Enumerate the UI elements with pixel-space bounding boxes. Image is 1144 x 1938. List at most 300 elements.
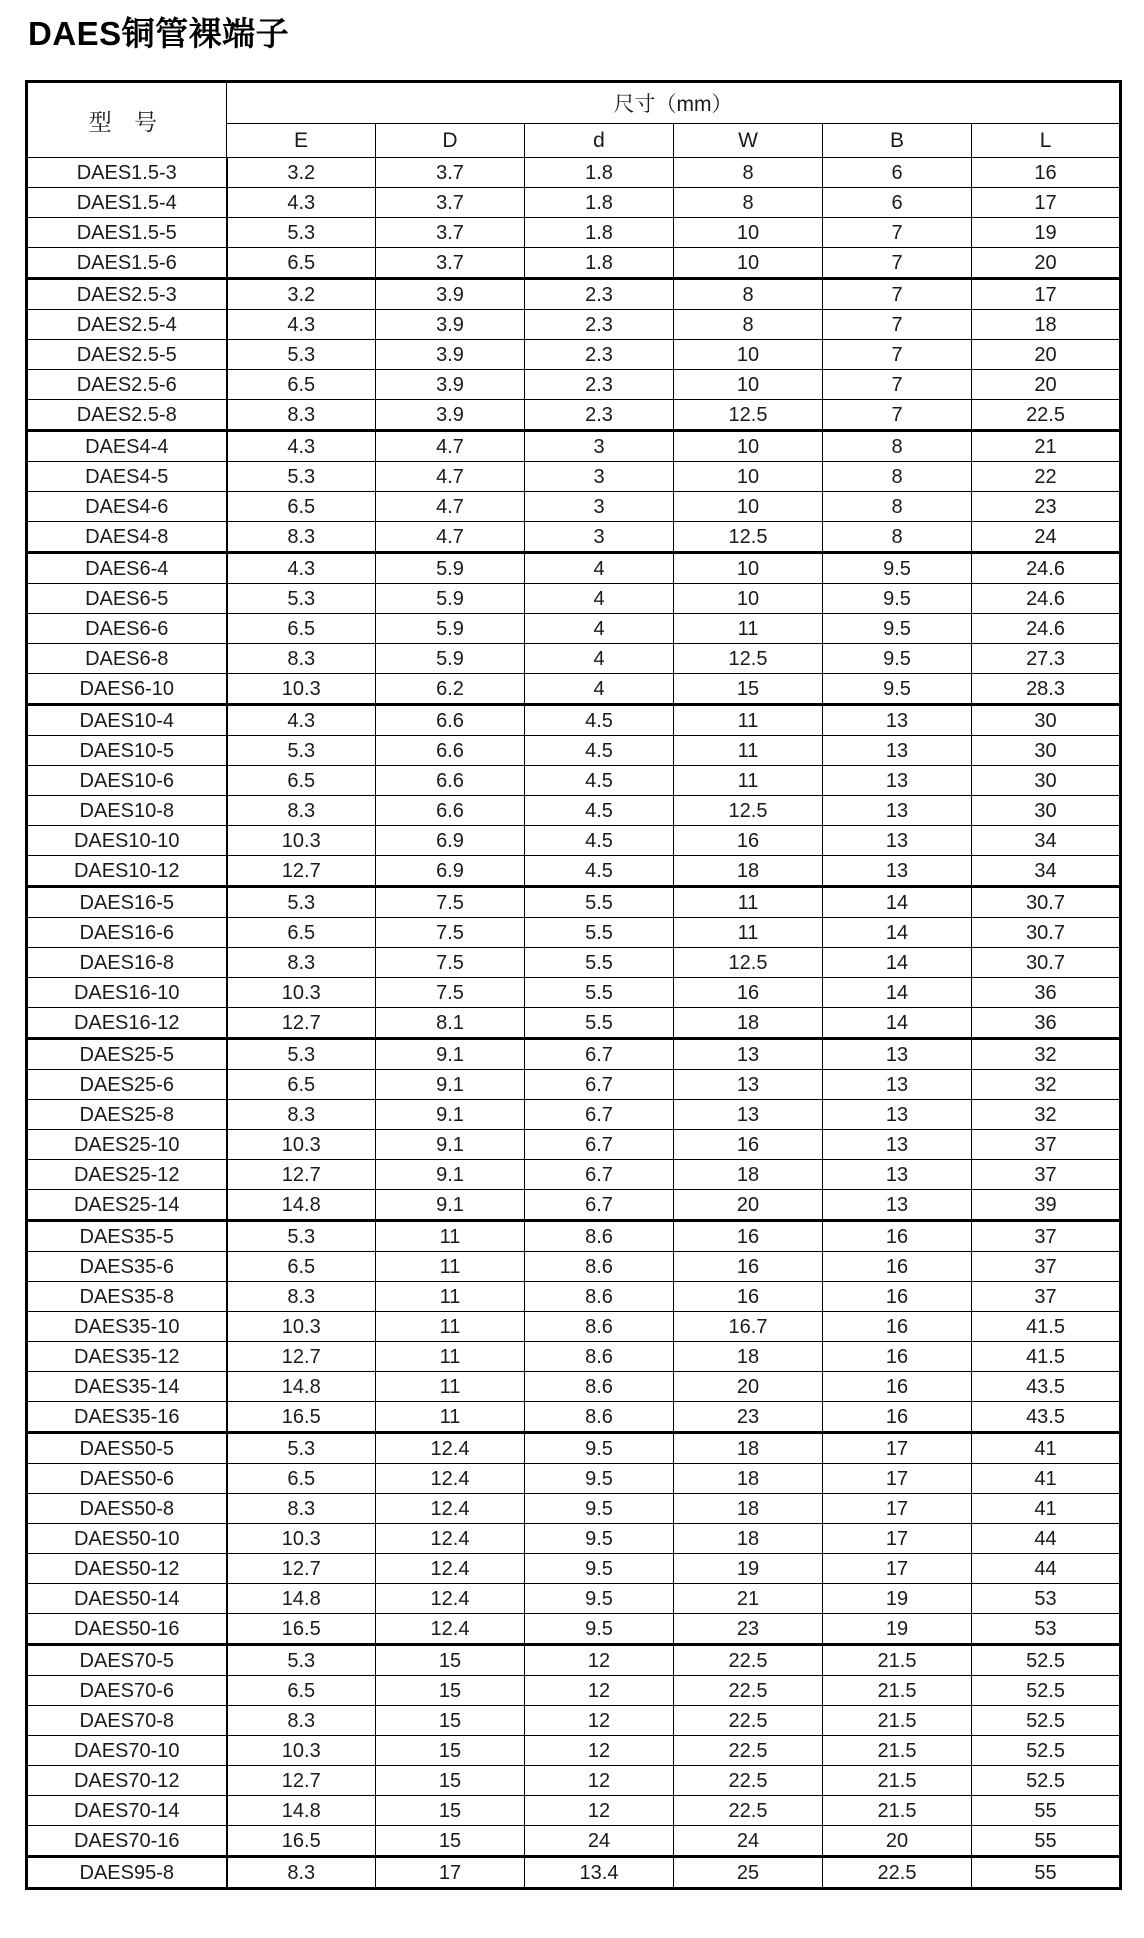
dim-value-cell: 37	[972, 1252, 1121, 1282]
model-cell: DAES35-12	[27, 1342, 227, 1372]
dim-value-cell: 4	[525, 553, 674, 584]
dim-value-cell: 30.7	[972, 887, 1121, 918]
dim-value-cell: 3.9	[376, 370, 525, 400]
dim-value-cell: 17	[823, 1554, 972, 1584]
page-title: DAES铜管裸端子	[28, 15, 290, 52]
dim-value-cell: 16.5	[227, 1614, 376, 1645]
dim-value-cell: 13	[823, 1039, 972, 1070]
dim-value-cell: 16	[972, 158, 1121, 188]
dim-value-cell: 20	[823, 1826, 972, 1857]
dim-value-cell: 16.7	[674, 1312, 823, 1342]
dim-value-cell: 41.5	[972, 1312, 1121, 1342]
model-cell: DAES2.5-4	[27, 310, 227, 340]
model-cell: DAES16-10	[27, 978, 227, 1008]
model-cell: DAES25-14	[27, 1190, 227, 1221]
dim-value-cell: 23	[674, 1614, 823, 1645]
dim-value-cell: 3.9	[376, 400, 525, 431]
dim-value-cell: 8	[674, 310, 823, 340]
dim-value-cell: 3	[525, 522, 674, 553]
dim-value-cell: 9.1	[376, 1190, 525, 1221]
dim-value-cell: 5.3	[227, 584, 376, 614]
dim-value-cell: 7	[823, 370, 972, 400]
table-row	[27, 1190, 1121, 1221]
dim-value-cell: 24	[972, 522, 1121, 553]
dim-value-cell: 15	[376, 1766, 525, 1796]
table-row	[27, 1796, 1121, 1826]
dim-value-cell: 55	[972, 1826, 1121, 1857]
dim-value-cell: 6.2	[376, 674, 525, 705]
dim-value-cell: 8.6	[525, 1372, 674, 1402]
dim-value-cell: 12.4	[376, 1614, 525, 1645]
dim-value-cell: 4.7	[376, 522, 525, 553]
dim-value-cell: 13	[823, 1100, 972, 1130]
dim-value-cell: 4.5	[525, 826, 674, 856]
dim-value-cell: 9.5	[823, 614, 972, 644]
dim-value-cell: 53	[972, 1584, 1121, 1614]
dim-value-cell: 6.5	[227, 1070, 376, 1100]
model-cell: DAES35-14	[27, 1372, 227, 1402]
dim-value-cell: 12.5	[674, 522, 823, 553]
dim-value-cell: 8	[823, 462, 972, 492]
dim-value-cell: 10	[674, 462, 823, 492]
dim-value-cell: 16	[674, 1130, 823, 1160]
dim-value-cell: 3.2	[227, 158, 376, 188]
dim-value-cell: 17	[972, 188, 1121, 218]
table-row	[27, 370, 1121, 400]
dim-value-cell: 52.5	[972, 1766, 1121, 1796]
dim-value-cell: 21.5	[823, 1676, 972, 1706]
dim-value-cell: 13	[823, 705, 972, 736]
dim-value-cell: 14.8	[227, 1796, 376, 1826]
dim-value-cell: 20	[972, 370, 1121, 400]
dim-value-cell: 5.3	[227, 1433, 376, 1464]
dim-value-cell: 15	[376, 1706, 525, 1736]
dim-value-cell: 44	[972, 1524, 1121, 1554]
table-row	[27, 705, 1121, 736]
dim-value-cell: 3.7	[376, 248, 525, 279]
table-row	[27, 1039, 1121, 1070]
dim-value-cell: 4.5	[525, 856, 674, 887]
dim-value-cell: 8.3	[227, 644, 376, 674]
dim-value-cell: 7	[823, 279, 972, 310]
model-cell: DAES35-10	[27, 1312, 227, 1342]
dim-value-cell: 30.7	[972, 918, 1121, 948]
dim-value-cell: 21.5	[823, 1736, 972, 1766]
model-cell: DAES25-6	[27, 1070, 227, 1100]
model-cell: DAES6-4	[27, 553, 227, 584]
dim-value-cell: 8.3	[227, 1706, 376, 1736]
model-cell: DAES35-8	[27, 1282, 227, 1312]
dim-value-cell: 12.5	[674, 796, 823, 826]
dim-value-cell: 18	[972, 310, 1121, 340]
dim-value-cell: 8	[674, 188, 823, 218]
dim-value-cell: 6.7	[525, 1130, 674, 1160]
table-row	[27, 674, 1121, 705]
model-cell: DAES1.5-6	[27, 248, 227, 279]
dim-value-cell: 30.7	[972, 948, 1121, 978]
table-row	[27, 1100, 1121, 1130]
table-row	[27, 766, 1121, 796]
dim-value-cell: 16	[674, 1221, 823, 1252]
model-cell: DAES6-10	[27, 674, 227, 705]
dim-value-cell: 6	[823, 158, 972, 188]
dim-value-cell: 9.5	[525, 1554, 674, 1584]
dim-value-cell: 18	[674, 1464, 823, 1494]
dim-value-cell: 21	[674, 1584, 823, 1614]
dim-value-cell: 30	[972, 796, 1121, 826]
dim-value-cell: 34	[972, 856, 1121, 887]
dim-value-cell: 9.5	[823, 644, 972, 674]
model-cell: DAES2.5-3	[27, 279, 227, 310]
table-row	[27, 248, 1121, 279]
dim-value-cell: 11	[376, 1312, 525, 1342]
dim-value-cell: 53	[972, 1614, 1121, 1645]
dim-value-cell: 4.3	[227, 310, 376, 340]
dim-value-cell: 1.8	[525, 188, 674, 218]
dim-value-cell: 9.5	[525, 1433, 674, 1464]
dim-value-cell: 5.9	[376, 614, 525, 644]
dim-value-cell: 52.5	[972, 1706, 1121, 1736]
model-cell: DAES50-10	[27, 1524, 227, 1554]
dim-value-cell: 21.5	[823, 1706, 972, 1736]
dim-value-cell: 24.6	[972, 553, 1121, 584]
dim-value-cell: 5.9	[376, 644, 525, 674]
model-cell: DAES16-6	[27, 918, 227, 948]
dim-column-header-w: W	[674, 124, 823, 158]
dim-value-cell: 21.5	[823, 1766, 972, 1796]
dim-value-cell: 10.3	[227, 674, 376, 705]
dim-value-cell: 9.5	[525, 1614, 674, 1645]
table-row	[27, 1706, 1121, 1736]
dim-value-cell: 4.5	[525, 705, 674, 736]
model-cell: DAES50-12	[27, 1554, 227, 1584]
table-row	[27, 1160, 1121, 1190]
dim-value-cell: 15	[376, 1676, 525, 1706]
dim-value-cell: 28.3	[972, 674, 1121, 705]
dim-value-cell: 11	[376, 1221, 525, 1252]
dim-value-cell: 5.3	[227, 218, 376, 248]
dim-value-cell: 14	[823, 1008, 972, 1039]
table-row	[27, 1402, 1121, 1433]
dim-value-cell: 22.5	[674, 1706, 823, 1736]
table-row	[27, 1766, 1121, 1796]
dim-value-cell: 18	[674, 1160, 823, 1190]
dim-value-cell: 8.3	[227, 948, 376, 978]
model-cell: DAES10-8	[27, 796, 227, 826]
dim-value-cell: 5.5	[525, 918, 674, 948]
table-row	[27, 1614, 1121, 1645]
table-row	[27, 826, 1121, 856]
model-cell: DAES70-16	[27, 1826, 227, 1857]
table-row	[27, 1676, 1121, 1706]
table-row	[27, 400, 1121, 431]
dim-value-cell: 16	[823, 1252, 972, 1282]
dim-value-cell: 27.3	[972, 644, 1121, 674]
dim-value-cell: 12	[525, 1736, 674, 1766]
dim-value-cell: 24.6	[972, 614, 1121, 644]
dim-value-cell: 7	[823, 218, 972, 248]
dim-value-cell: 11	[674, 887, 823, 918]
table-row	[27, 948, 1121, 978]
dim-value-cell: 30	[972, 705, 1121, 736]
dim-value-cell: 6.5	[227, 248, 376, 279]
dim-value-cell: 12.7	[227, 1554, 376, 1584]
dim-value-cell: 10	[674, 340, 823, 370]
dim-value-cell: 10.3	[227, 826, 376, 856]
dim-value-cell: 8.6	[525, 1312, 674, 1342]
dim-value-cell: 14.8	[227, 1190, 376, 1221]
dim-value-cell: 5.5	[525, 978, 674, 1008]
dim-value-cell: 1.8	[525, 248, 674, 279]
dim-value-cell: 2.3	[525, 370, 674, 400]
dim-value-cell: 19	[823, 1614, 972, 1645]
dim-value-cell: 10	[674, 584, 823, 614]
dim-value-cell: 11	[674, 918, 823, 948]
model-cell: DAES70-5	[27, 1645, 227, 1676]
model-cell: DAES35-5	[27, 1221, 227, 1252]
dim-value-cell: 18	[674, 1494, 823, 1524]
dim-value-cell: 4.7	[376, 462, 525, 492]
table-row	[27, 644, 1121, 674]
dim-value-cell: 22.5	[674, 1766, 823, 1796]
table-row	[27, 1433, 1121, 1464]
dim-value-cell: 13	[823, 1160, 972, 1190]
dim-value-cell: 4.3	[227, 553, 376, 584]
model-cell: DAES4-8	[27, 522, 227, 553]
dim-value-cell: 2.3	[525, 279, 674, 310]
dim-value-cell: 24	[525, 1826, 674, 1857]
table-row	[27, 1008, 1121, 1039]
model-cell: DAES70-12	[27, 1766, 227, 1796]
dim-value-cell: 3.7	[376, 218, 525, 248]
table-row	[27, 736, 1121, 766]
dim-value-cell: 5.3	[227, 462, 376, 492]
dim-value-cell: 12.4	[376, 1464, 525, 1494]
model-cell: DAES25-5	[27, 1039, 227, 1070]
model-cell: DAES16-8	[27, 948, 227, 978]
model-cell: DAES70-6	[27, 1676, 227, 1706]
dim-value-cell: 5.3	[227, 340, 376, 370]
dim-value-cell: 4	[525, 644, 674, 674]
dim-value-cell: 8.6	[525, 1221, 674, 1252]
dim-value-cell: 41	[972, 1464, 1121, 1494]
dim-value-cell: 4.3	[227, 705, 376, 736]
table-row	[27, 1252, 1121, 1282]
dim-value-cell: 7	[823, 340, 972, 370]
dim-value-cell: 1.8	[525, 158, 674, 188]
dim-value-cell: 5.9	[376, 584, 525, 614]
spec-table	[25, 80, 1122, 1890]
dim-value-cell: 9.5	[823, 584, 972, 614]
dim-value-cell: 20	[674, 1372, 823, 1402]
dim-value-cell: 43.5	[972, 1402, 1121, 1433]
dim-value-cell: 5.5	[525, 1008, 674, 1039]
dim-value-cell: 5.3	[227, 1039, 376, 1070]
model-cell: DAES35-16	[27, 1402, 227, 1433]
dim-value-cell: 5.5	[525, 948, 674, 978]
dim-value-cell: 16	[823, 1342, 972, 1372]
dim-value-cell: 8.3	[227, 1100, 376, 1130]
dim-value-cell: 6.6	[376, 796, 525, 826]
dim-value-cell: 41	[972, 1433, 1121, 1464]
table-row	[27, 1464, 1121, 1494]
dim-value-cell: 3.7	[376, 158, 525, 188]
dim-value-cell: 37	[972, 1160, 1121, 1190]
dim-value-cell: 4.7	[376, 492, 525, 522]
model-cell: DAES6-8	[27, 644, 227, 674]
dim-value-cell: 6.5	[227, 614, 376, 644]
table-row	[27, 856, 1121, 887]
model-cell: DAES10-5	[27, 736, 227, 766]
dim-value-cell: 20	[972, 340, 1121, 370]
dim-value-cell: 52.5	[972, 1676, 1121, 1706]
dim-value-cell: 8.6	[525, 1342, 674, 1372]
model-cell: DAES4-5	[27, 462, 227, 492]
spec-table-header	[27, 82, 1121, 158]
dim-value-cell: 12.4	[376, 1433, 525, 1464]
dim-value-cell: 6.7	[525, 1100, 674, 1130]
model-cell: DAES1.5-5	[27, 218, 227, 248]
table-row	[27, 1645, 1121, 1676]
dim-value-cell: 12.5	[674, 948, 823, 978]
dim-value-cell: 9.1	[376, 1039, 525, 1070]
dim-value-cell: 16	[823, 1402, 972, 1433]
dim-value-cell: 10	[674, 248, 823, 279]
dim-value-cell: 12.4	[376, 1524, 525, 1554]
table-row	[27, 1584, 1121, 1614]
dim-value-cell: 13	[823, 1070, 972, 1100]
dim-value-cell: 15	[376, 1826, 525, 1857]
dim-value-cell: 22.5	[674, 1796, 823, 1826]
dim-value-cell: 4.3	[227, 188, 376, 218]
table-row	[27, 1554, 1121, 1584]
dim-value-cell: 55	[972, 1857, 1121, 1889]
dim-value-cell: 16	[823, 1282, 972, 1312]
spec-table-body	[27, 158, 1121, 1889]
dim-value-cell: 17	[972, 279, 1121, 310]
model-cell: DAES50-16	[27, 1614, 227, 1645]
dim-value-cell: 6.5	[227, 1464, 376, 1494]
table-row	[27, 1070, 1121, 1100]
dim-value-cell: 17	[823, 1524, 972, 1554]
dim-column-header-d: d	[525, 124, 674, 158]
dim-value-cell: 8	[823, 522, 972, 553]
dim-value-cell: 12.4	[376, 1494, 525, 1524]
model-cell: DAES1.5-4	[27, 188, 227, 218]
model-cell: DAES6-6	[27, 614, 227, 644]
dim-value-cell: 16	[674, 1282, 823, 1312]
dim-value-cell: 6.5	[227, 1676, 376, 1706]
dim-value-cell: 32	[972, 1070, 1121, 1100]
header-row-top	[27, 82, 1121, 124]
dim-value-cell: 8	[674, 279, 823, 310]
model-cell: DAES70-14	[27, 1796, 227, 1826]
dim-value-cell: 5.9	[376, 553, 525, 584]
dim-value-cell: 2.3	[525, 310, 674, 340]
dim-value-cell: 12.7	[227, 1008, 376, 1039]
table-row	[27, 1221, 1121, 1252]
model-cell: DAES25-12	[27, 1160, 227, 1190]
table-row	[27, 1342, 1121, 1372]
dim-value-cell: 10	[674, 492, 823, 522]
dim-value-cell: 9.5	[525, 1464, 674, 1494]
dim-value-cell: 14.8	[227, 1584, 376, 1614]
dim-value-cell: 6.5	[227, 492, 376, 522]
dim-value-cell: 12.7	[227, 1160, 376, 1190]
dim-value-cell: 30	[972, 736, 1121, 766]
dim-value-cell: 3	[525, 431, 674, 462]
dim-value-cell: 13	[823, 796, 972, 826]
model-cell: DAES16-12	[27, 1008, 227, 1039]
dim-value-cell: 4	[525, 674, 674, 705]
dim-value-cell: 3.7	[376, 188, 525, 218]
dim-value-cell: 17	[823, 1433, 972, 1464]
dim-value-cell: 4.3	[227, 431, 376, 462]
dim-value-cell: 12	[525, 1706, 674, 1736]
dim-value-cell: 5.3	[227, 1221, 376, 1252]
dim-value-cell: 4.7	[376, 431, 525, 462]
dim-value-cell: 11	[376, 1252, 525, 1282]
model-cell: DAES50-14	[27, 1584, 227, 1614]
dim-value-cell: 12.5	[674, 400, 823, 431]
dim-value-cell: 37	[972, 1130, 1121, 1160]
dim-value-cell: 9.5	[525, 1584, 674, 1614]
dim-value-cell: 16	[823, 1221, 972, 1252]
dim-value-cell: 5.3	[227, 1645, 376, 1676]
dim-value-cell: 12.7	[227, 1342, 376, 1372]
model-cell: DAES1.5-3	[27, 158, 227, 188]
dim-value-cell: 16	[674, 978, 823, 1008]
dim-value-cell: 13	[823, 1130, 972, 1160]
dim-value-cell: 10	[674, 431, 823, 462]
dim-value-cell: 22.5	[674, 1676, 823, 1706]
dim-value-cell: 17	[823, 1464, 972, 1494]
dim-value-cell: 4.5	[525, 736, 674, 766]
dim-value-cell: 17	[376, 1857, 525, 1889]
dim-value-cell: 13	[823, 736, 972, 766]
dim-value-cell: 3.9	[376, 340, 525, 370]
dim-value-cell: 18	[674, 1008, 823, 1039]
model-cell: DAES10-6	[27, 766, 227, 796]
dim-value-cell: 13	[674, 1039, 823, 1070]
dim-value-cell: 1.8	[525, 218, 674, 248]
model-cell: DAES50-8	[27, 1494, 227, 1524]
dim-value-cell: 41.5	[972, 1342, 1121, 1372]
dim-value-cell: 11	[674, 614, 823, 644]
dim-value-cell: 8	[674, 158, 823, 188]
dim-value-cell: 55	[972, 1796, 1121, 1826]
dim-value-cell: 7.5	[376, 887, 525, 918]
dim-value-cell: 24.6	[972, 584, 1121, 614]
dim-value-cell: 4	[525, 614, 674, 644]
dim-value-cell: 37	[972, 1221, 1121, 1252]
dim-value-cell: 10.3	[227, 1524, 376, 1554]
table-row	[27, 887, 1121, 918]
dim-value-cell: 7.5	[376, 918, 525, 948]
dim-value-cell: 20	[674, 1190, 823, 1221]
dim-value-cell: 36	[972, 978, 1121, 1008]
dim-value-cell: 10	[674, 370, 823, 400]
dim-value-cell: 12	[525, 1796, 674, 1826]
dim-value-cell: 23	[972, 492, 1121, 522]
table-row	[27, 492, 1121, 522]
table-row	[27, 978, 1121, 1008]
dim-column-header-b: B	[823, 124, 972, 158]
model-cell: DAES10-10	[27, 826, 227, 856]
table-row	[27, 584, 1121, 614]
dim-value-cell: 18	[674, 1433, 823, 1464]
table-row	[27, 1826, 1121, 1857]
